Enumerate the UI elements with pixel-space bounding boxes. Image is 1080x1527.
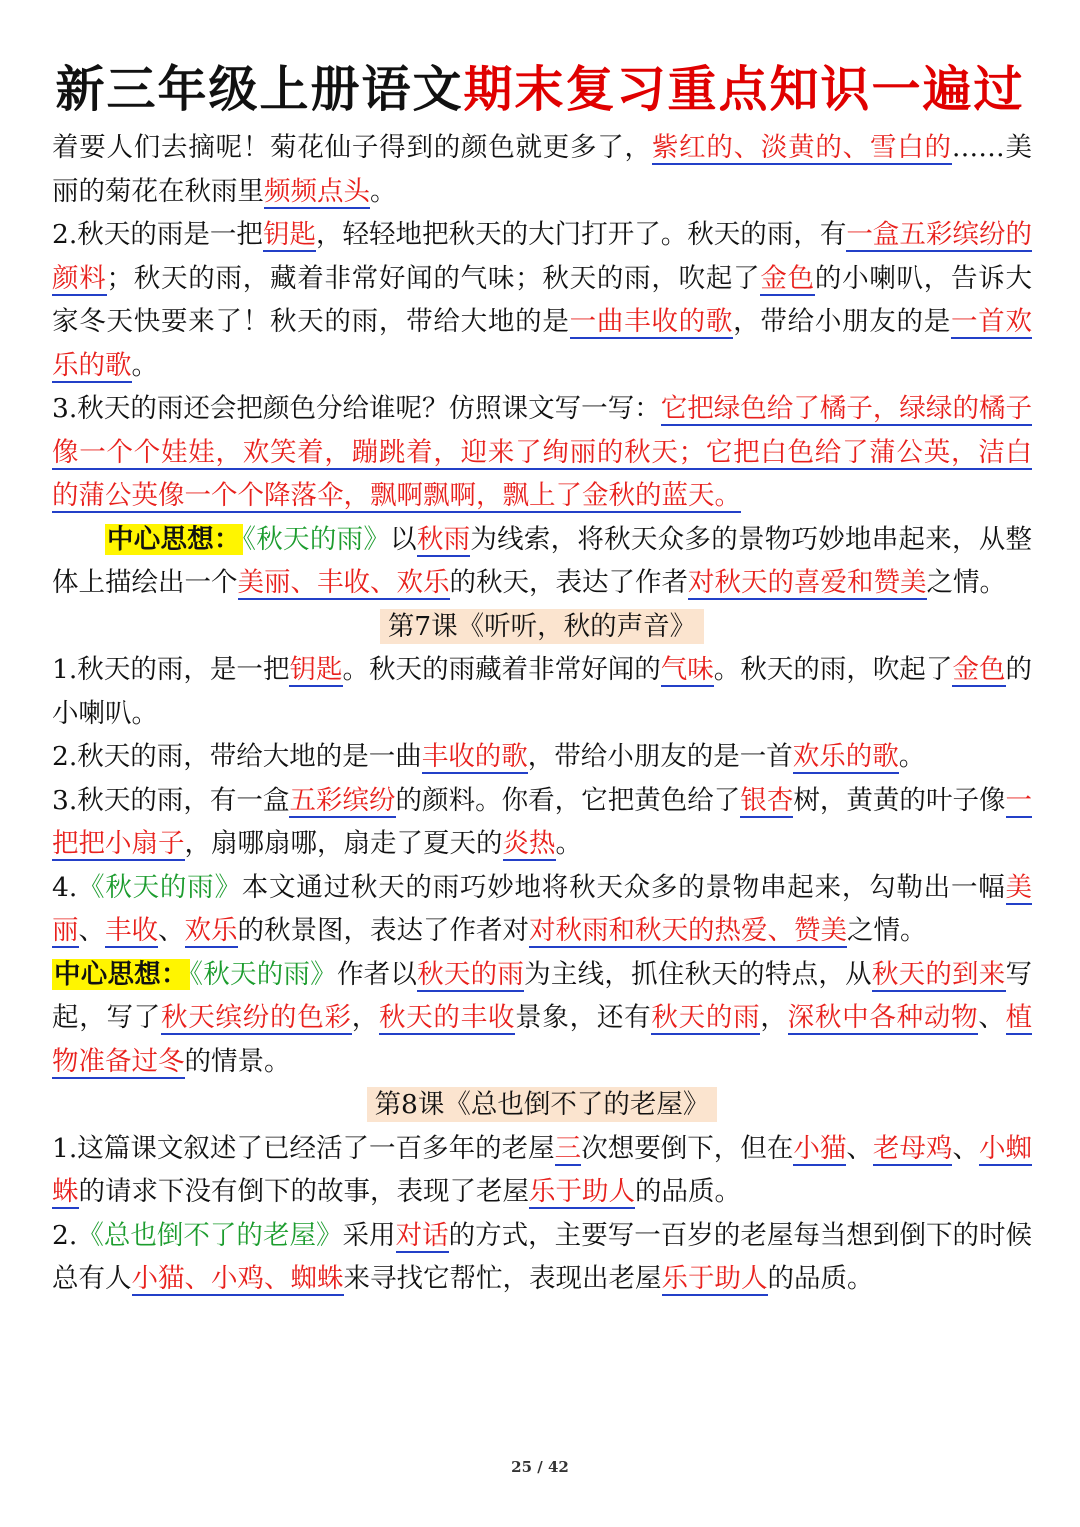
- key-phrase: 一曲丰收的歌: [569, 306, 734, 337]
- key-phrase: 乐于助人: [661, 1263, 768, 1294]
- text: ，: [760, 1002, 788, 1033]
- key-phrase: 小猫: [793, 1132, 847, 1164]
- text: ，带给小朋友的是一首: [527, 741, 793, 772]
- key-phrase: 深秋中各种动物: [787, 1002, 979, 1033]
- key-phrase: 一盒五彩缤纷的颜料: [52, 219, 1033, 294]
- key-phrase: 美丽、丰收、欢乐: [237, 567, 450, 598]
- text: 为线索，将秋天众多的景物巧妙地串起来，从整体上描绘出一个: [52, 523, 1033, 598]
- text: 1.这篇课文叙述了已经活了一百多年的老屋: [52, 1132, 555, 1164]
- central-idea-2: [52, 953, 1032, 1084]
- lesson7-item-4: [52, 866, 1032, 953]
- key-phrase: 丰收: [105, 915, 158, 946]
- book-title: 《秋天的雨》: [242, 523, 391, 555]
- key-phrase: 秋天的雨: [651, 1002, 761, 1033]
- text: 的请求下没有倒下的故事，表现了老屋: [78, 1176, 529, 1207]
- text: 。秋天的雨藏着非常好闻的: [342, 654, 661, 685]
- key-phrase: 一把把小扇子: [52, 784, 1033, 859]
- text: 。秋天的雨，吹起了: [713, 654, 953, 685]
- document-body: [52, 126, 1032, 1301]
- text: 的方式，主要写一百岁的老屋每当想到倒下的时候总有人: [52, 1219, 1033, 1294]
- page-number: 25 / 42: [511, 1458, 569, 1476]
- key-phrase: 气味: [660, 654, 714, 685]
- text: 以: [390, 523, 417, 555]
- lesson-heading-text: 第8课《总也倒不了的老屋》: [367, 1087, 718, 1122]
- key-phrase: 丰收的歌: [421, 741, 528, 772]
- text: 树，黄黄的叶子像: [793, 784, 1006, 816]
- book-title: 《秋天的雨》: [189, 958, 337, 990]
- key-phrase: 小蜘蛛: [52, 1132, 1033, 1207]
- key-phrase: 金色: [760, 262, 815, 294]
- lesson-7-heading: [52, 605, 1032, 649]
- text: 之情。: [847, 915, 927, 946]
- key-phrase: 秋雨: [416, 523, 471, 555]
- text: 作者以: [336, 958, 418, 990]
- key-phrase: 欢乐: [184, 915, 238, 946]
- key-phrase: 频频点头: [264, 175, 370, 207]
- text: 写起，写了: [52, 958, 1033, 1033]
- lesson-8-heading: [52, 1083, 1032, 1127]
- text: 、: [978, 1002, 1006, 1033]
- text: 之情。: [926, 567, 1006, 598]
- text: 。: [131, 349, 158, 381]
- text: 着要人们去摘呢！菊花仙子得到的颜色就更多了，: [52, 132, 652, 163]
- lesson7-item-1: [52, 648, 1032, 735]
- book-title: 《秋天的雨》: [77, 871, 242, 903]
- lesson8-item-1: [52, 1127, 1032, 1214]
- key-phrase: 钥匙: [262, 219, 316, 250]
- text: 、: [952, 1132, 980, 1164]
- lesson7-item-2: [52, 735, 1032, 779]
- key-phrase: 它把绿色给了橘子，绿绿的橘子像一个个娃娃，欢笑着，蹦跳着，迎来了绚丽的秋天；它把白色给了蒲公英，洁白的蒲公英像一个个降落伞，飘啊飘啊，飘上了金秋的蓝天。: [52, 393, 1032, 511]
- text: 的小喇叭，告诉大家冬天快要来了！秋天的雨，带给大地的是: [52, 262, 1033, 337]
- key-phrase: 乐于助人: [529, 1176, 635, 1207]
- central-idea-1: [52, 518, 1032, 605]
- text: 3.秋天的雨还会把颜色分给谁呢？仿照课文写一写：: [52, 393, 661, 424]
- key-phrase: 对秋天的喜爱和赞美: [688, 567, 927, 598]
- lesson8-item-2: [52, 1214, 1032, 1301]
- key-phrase: 植物准备过冬: [52, 1002, 1033, 1077]
- key-phrase: 秋天的雨: [417, 958, 525, 990]
- key-phrase: 三: [554, 1132, 582, 1164]
- book-title: 《总也倒不了的老屋》: [77, 1219, 343, 1251]
- key-phrase: 小猫、小鸡、蜘蛛: [131, 1263, 344, 1294]
- text: 4.: [52, 871, 78, 903]
- text: 的品质。: [635, 1176, 741, 1207]
- text: 次想要倒下，但在: [581, 1132, 794, 1164]
- key-phrase: 一首欢乐的歌: [52, 306, 1033, 381]
- paragraph-item-2: [52, 213, 1032, 387]
- key-phrase: 秋天的到来: [871, 958, 1006, 990]
- text: 采用: [342, 1219, 396, 1251]
- text: 2.秋天的雨是一把: [52, 219, 263, 250]
- text: 2.: [52, 1219, 78, 1251]
- text: 1.秋天的雨，是一把: [52, 654, 290, 685]
- text: 的颜料。你看，它把黄色给了: [395, 784, 741, 816]
- key-phrase: 紫红的、淡黄的、雪白的: [651, 132, 952, 163]
- key-phrase: 金色: [952, 654, 1006, 685]
- text: 的小喇叭。: [52, 654, 1033, 729]
- key-phrase: 钥匙: [289, 654, 343, 685]
- text: 。: [370, 175, 397, 207]
- text: ；秋天的雨，藏着非常好闻的气味；秋天的雨，吹起了: [106, 262, 761, 294]
- text: ，带给小朋友的是: [733, 306, 952, 337]
- text: 的品质。: [767, 1263, 874, 1294]
- text: 。: [555, 828, 582, 859]
- text: 景象，还有: [515, 1002, 652, 1033]
- title-part-1: 新三年级上册语文: [55, 61, 464, 118]
- key-phrase: 对秋雨和秋天的热爱、赞美: [529, 915, 847, 946]
- lesson-heading-text: 第7课《听听，秋的声音》: [380, 609, 704, 644]
- key-phrase: 秋天缤纷的色彩: [160, 1002, 352, 1033]
- text: 。: [898, 741, 926, 772]
- text: ，轻轻地把秋天的大门打开了。秋天的雨，有: [316, 219, 847, 250]
- key-phrase: 欢乐的歌: [792, 741, 899, 772]
- text: 、: [78, 915, 105, 946]
- text: 的秋景图，表达了作者对: [237, 915, 529, 946]
- text: 3.秋天的雨，有一盒: [52, 784, 290, 816]
- central-idea-label: 中心思想：: [54, 958, 188, 990]
- text: 、: [846, 1132, 873, 1164]
- key-phrase: 银杏: [740, 784, 794, 816]
- text: 、: [158, 915, 185, 946]
- title-part-2: 期末复习重点知识一遍过: [463, 61, 1025, 118]
- text: ，扇哪扇哪，扇走了夏天的: [184, 828, 503, 859]
- text: 2.秋天的雨，带给大地的是一曲: [52, 741, 422, 772]
- text: 的情景。: [184, 1045, 291, 1077]
- key-phrase: 老母鸡: [872, 1132, 953, 1164]
- paragraph-item-3: [52, 387, 1032, 518]
- key-phrase: 炎热: [502, 828, 556, 859]
- text: ，: [351, 1002, 379, 1033]
- text: 为主线，抓住秋天的特点，从: [524, 958, 872, 990]
- key-phrase: 美丽: [52, 871, 1033, 946]
- central-idea-label: 中心思想：: [107, 523, 241, 555]
- key-phrase: 对话: [395, 1219, 449, 1251]
- text: 的秋天，表达了作者: [449, 567, 688, 598]
- paragraph-chrysanthemum: [52, 126, 1032, 213]
- lesson7-item-3: [52, 779, 1032, 866]
- key-phrase: 五彩缤纷: [289, 784, 396, 816]
- text: ……美丽的菊花在秋雨里: [52, 132, 1033, 207]
- key-phrase: 秋天的丰收: [378, 1002, 516, 1033]
- text: 来寻找它帮忙，表现出老屋: [343, 1263, 662, 1294]
- page-title: [0, 60, 1080, 120]
- text: 本文通过秋天的雨巧妙地将秋天众多的景物串起来，勾勒出一幅: [241, 871, 1006, 903]
